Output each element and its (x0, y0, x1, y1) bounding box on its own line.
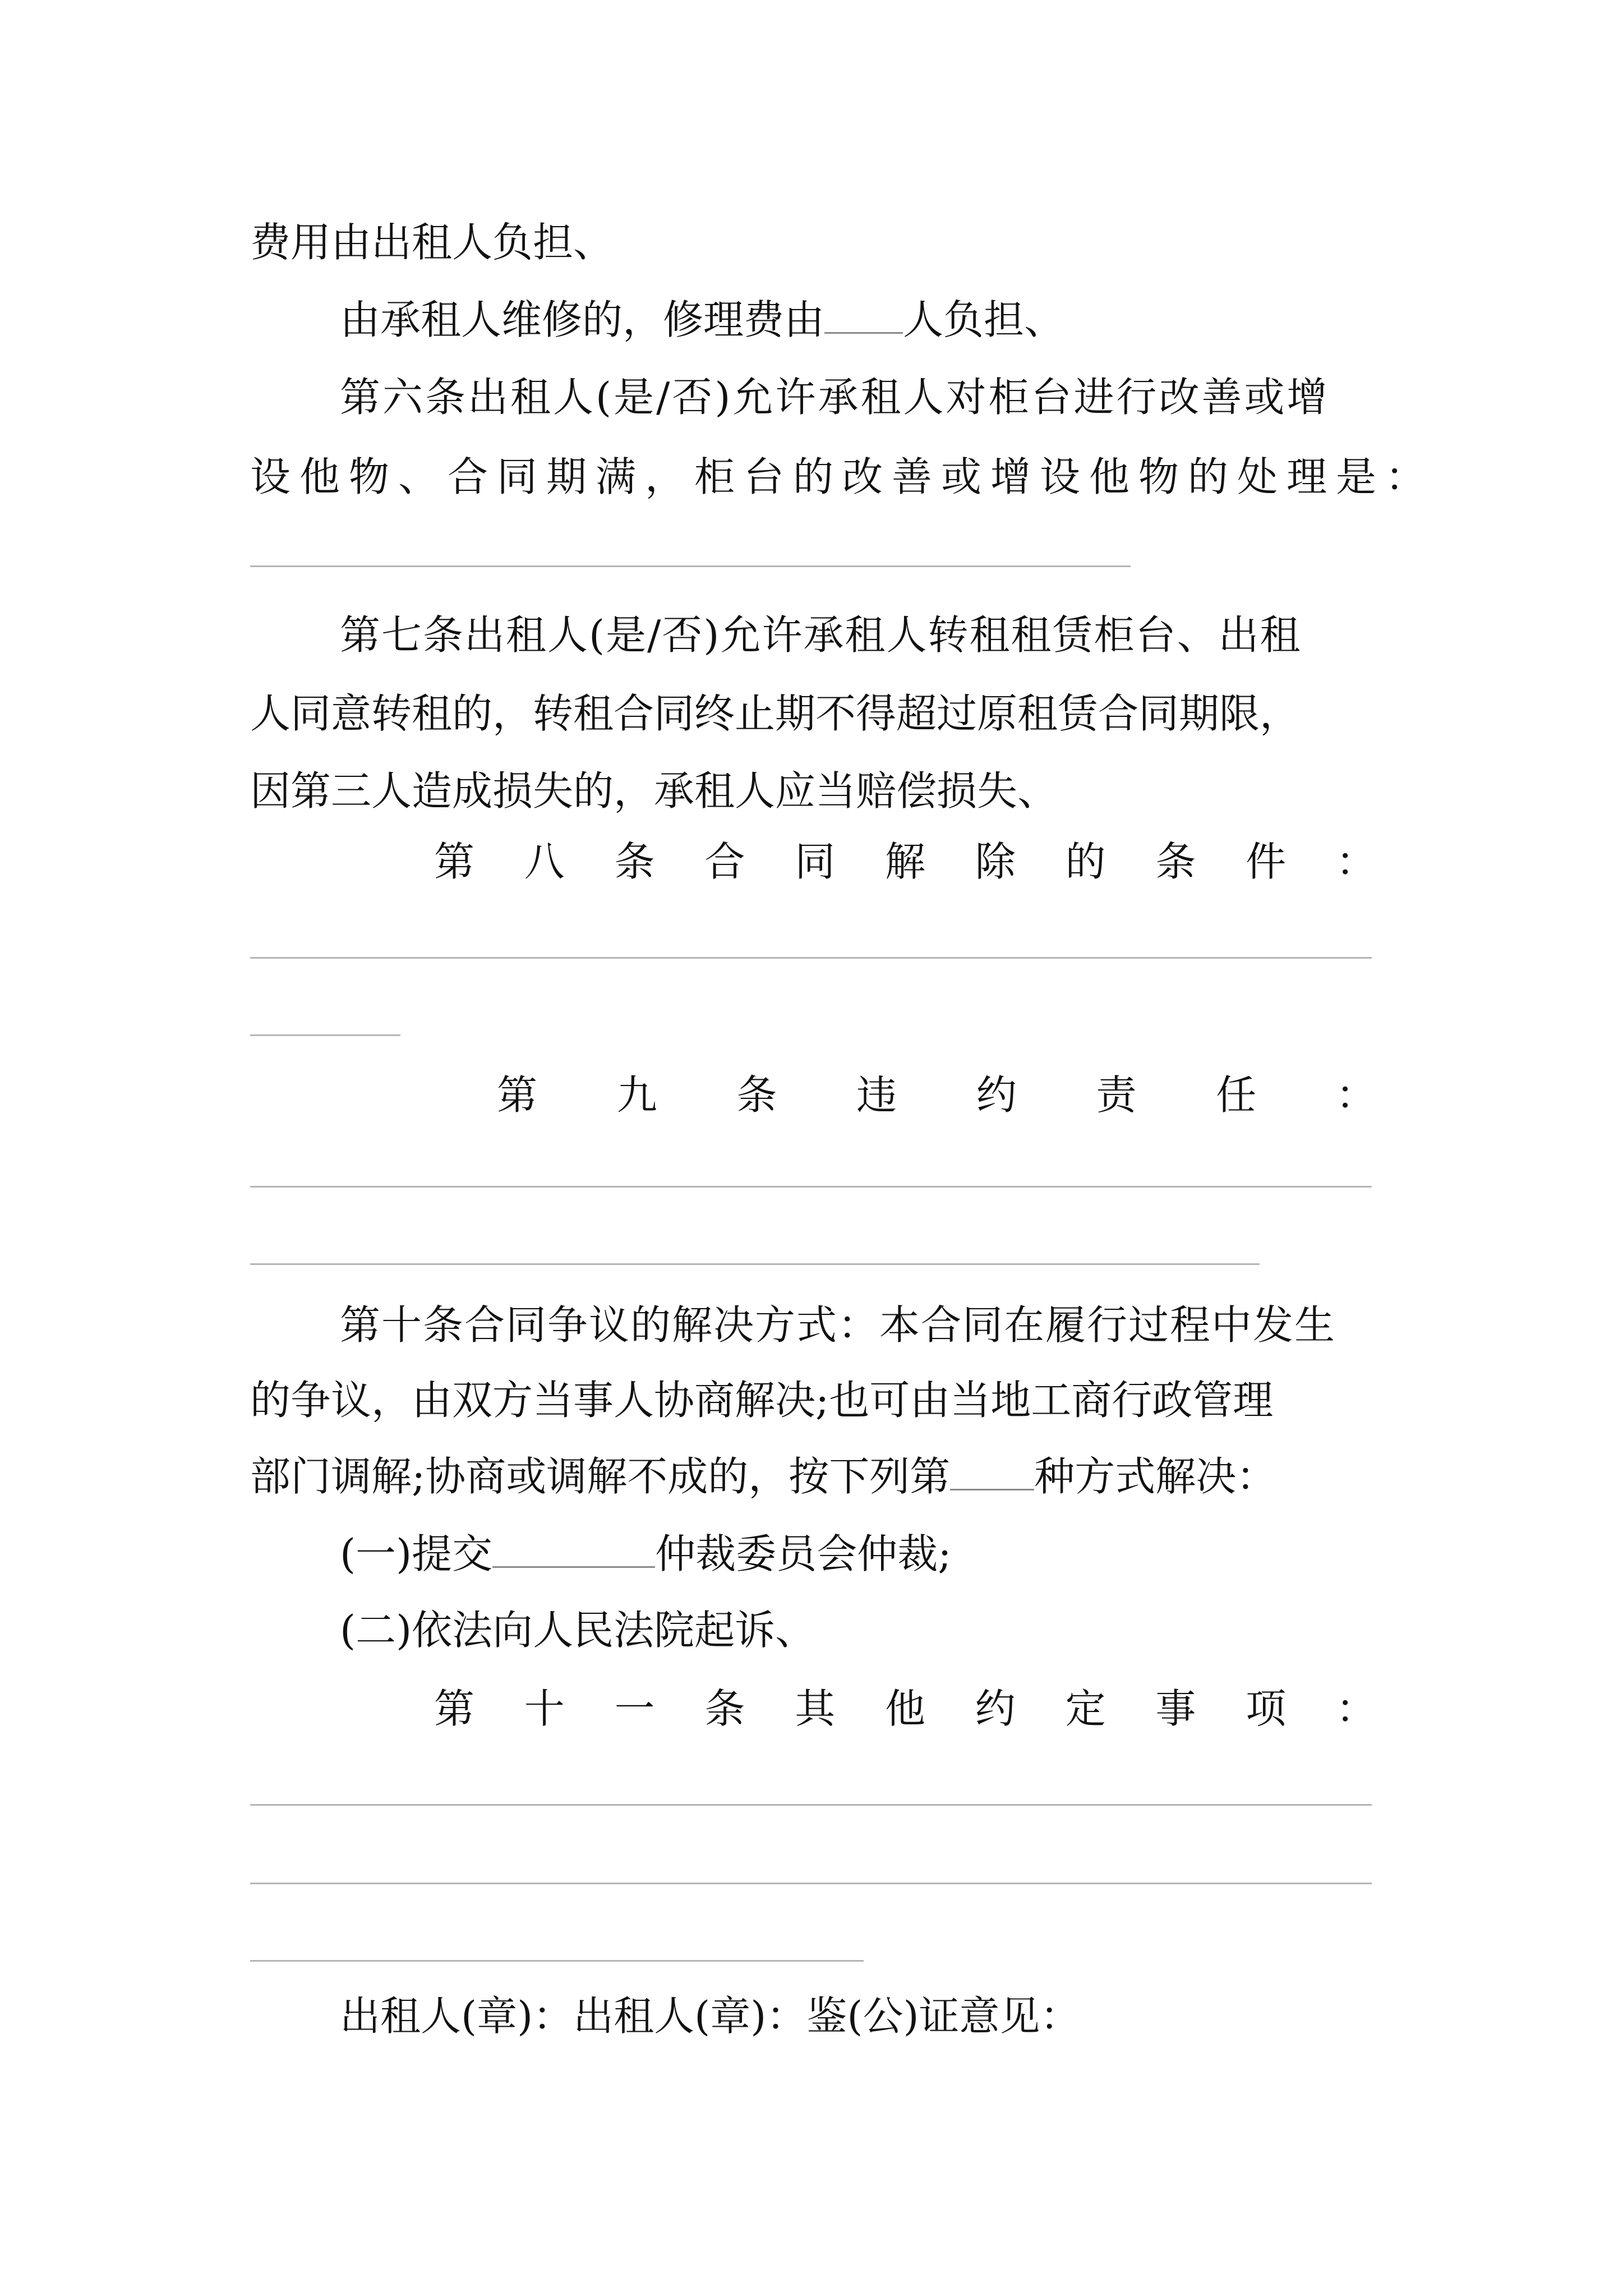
text-line: 设他物、合同期满，柜台的改善或增设他物的处理是： (250, 453, 1435, 500)
char: 解 (884, 838, 925, 885)
signature-line: 出租人(章)：出租人(章)：鉴(公)证意见： (340, 1993, 1081, 2040)
char: 第 (434, 1685, 475, 1732)
char: 九 (616, 1071, 657, 1119)
char: 约 (976, 1071, 1017, 1119)
char: 合 (704, 838, 745, 885)
char: 约 (975, 1685, 1016, 1732)
fill-in-line[interactable] (250, 565, 1131, 567)
text-line: 人同意转租的，转租合同终止期不得超过原租赁合同期限， (250, 690, 1301, 737)
text-fragment: (一)提交 (340, 1530, 493, 1577)
text-fragment: 由承租人维修的，修理费由 (340, 296, 825, 343)
text-line: 第六条出租人(是/否)允许承租人对柜台进行改善或增 (340, 374, 1330, 421)
fill-in-line[interactable] (250, 957, 1372, 959)
char: 八 (524, 838, 565, 885)
char: 条 (1155, 838, 1196, 885)
text-fragment: 种方式解决： (1034, 1453, 1277, 1500)
article-11-heading (434, 1681, 1376, 1737)
char: 条 (736, 1071, 777, 1119)
char: 项 (1246, 1685, 1287, 1732)
char: 任 (1216, 1071, 1257, 1119)
char: 条 (704, 1685, 745, 1732)
text-fragment: 人负担、 (903, 296, 1065, 343)
text-fragment: 部门调解;协商或调解不成的，按下列第 (250, 1453, 951, 1500)
fill-in-blank[interactable] (950, 1455, 1034, 1490)
char: 定 (1065, 1685, 1106, 1732)
text-line: 第十条合同争议的解决方式：本合同在履行过程中发生 (340, 1301, 1336, 1349)
text-line (250, 1448, 1276, 1504)
char: 第 (434, 838, 475, 885)
char: 的 (1065, 838, 1106, 885)
text-line: 的争议，由双方当事人协商解决;也可由当地工商行政管理 (250, 1377, 1274, 1424)
article-9-heading (497, 1067, 1376, 1123)
char: 十 (524, 1685, 565, 1732)
char: ： (1335, 1685, 1376, 1732)
fill-in-line[interactable] (250, 1263, 1260, 1265)
text-line: 第七条出租人(是/否)允许承租人转租租赁柜台、出租 (340, 611, 1302, 659)
fill-in-blank[interactable] (492, 1533, 655, 1568)
char: 其 (795, 1685, 836, 1732)
fill-in-line[interactable] (250, 1186, 1372, 1188)
char: 责 (1096, 1071, 1137, 1119)
char: 条 (614, 838, 655, 885)
char: 一 (614, 1685, 655, 1732)
text-line (340, 1526, 951, 1582)
fill-in-blank[interactable] (824, 298, 903, 334)
char: ： (1335, 1071, 1376, 1119)
fill-in-line[interactable] (250, 1804, 1372, 1806)
char: 第 (497, 1071, 538, 1119)
char: 除 (975, 838, 1016, 885)
char: 违 (856, 1071, 897, 1119)
article-8-heading (434, 834, 1376, 890)
text-fragment: 仲裁委员会仲裁; (655, 1530, 952, 1577)
char: ： (1335, 838, 1376, 885)
fill-in-line[interactable] (250, 1034, 400, 1036)
char: 同 (795, 838, 836, 885)
text-line (340, 292, 1064, 348)
text-line: 费用由出租人负担、 (250, 219, 614, 266)
fill-in-line[interactable] (250, 1883, 1372, 1884)
char: 件 (1246, 838, 1287, 885)
text-line: 因第三人造成损失的，承租人应当赔偿损失、 (250, 767, 1058, 815)
char: 事 (1155, 1685, 1196, 1732)
char: 他 (884, 1685, 925, 1732)
text-line: (二)依法向人民法院起诉、 (340, 1607, 816, 1654)
fill-in-line[interactable] (250, 1960, 864, 1962)
